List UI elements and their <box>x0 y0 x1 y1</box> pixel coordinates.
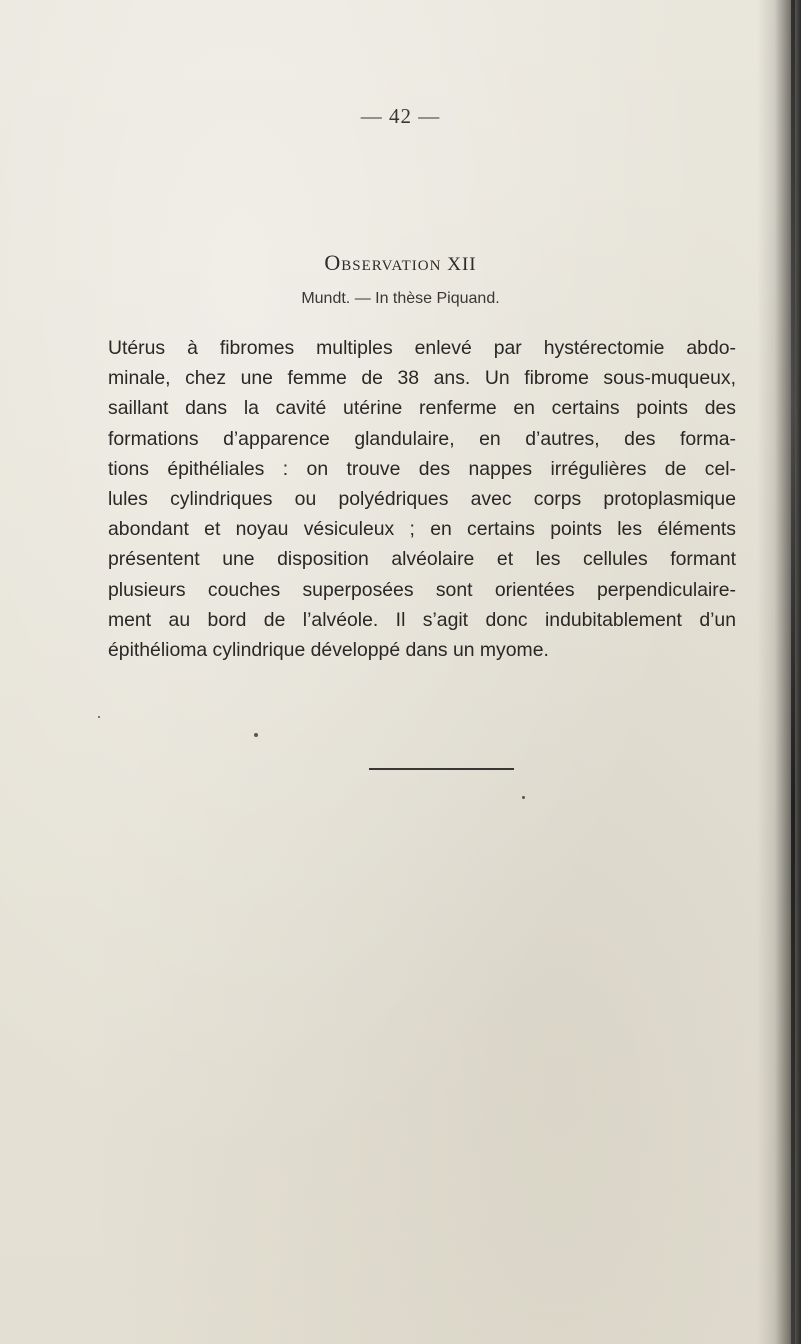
paragraph-line: minale, chez une femme de 38 ans. Un fibrome sous-muqueux, <box>108 367 736 390</box>
observation-word: Observation <box>324 250 442 275</box>
paragraph-line: présentent une disposition alvéolaire et les cellules formant <box>108 548 736 571</box>
paragraph-line: tions épithéliales : on trouve des nappes irrégulières de cel- <box>108 457 736 480</box>
section-divider-rule <box>369 768 514 770</box>
paragraph-line: plusieurs couches superposées sont orientées perpendiculaire- <box>108 578 736 601</box>
paragraph-line: Utérus à fibromes multiples enlevé par hystérectomie abdo- <box>108 337 736 359</box>
observation-paragraph <box>108 333 736 665</box>
ink-speck <box>98 716 100 718</box>
source-citation: Mundt. — In thèse Piquand. <box>301 290 500 307</box>
paragraph-line: lules cylindriques ou polyédriques avec corps protoplasmique <box>108 488 736 511</box>
ink-speck <box>254 733 258 737</box>
paragraph-line: abondant et noyau vésiculeux ; en certains points les éléments <box>108 518 736 541</box>
binding-edge-line <box>791 0 795 1344</box>
paragraph-line: saillant dans la cavité utérine renferme en certains points des <box>108 397 736 420</box>
ink-speck <box>522 796 525 799</box>
observation-numeral: XII <box>447 254 477 275</box>
paragraph-line: formations d’apparence glandulaire, en d’autres, des forma- <box>108 427 736 450</box>
observation-title <box>0 250 801 276</box>
page-number: — 42 — <box>360 104 441 128</box>
paragraph-line: ment au bord de l’alvéole. Il s’agit donc indubitablement d’un <box>108 608 736 631</box>
paragraph-line: épithélioma cylindrique développé dans un myome. <box>108 639 549 662</box>
